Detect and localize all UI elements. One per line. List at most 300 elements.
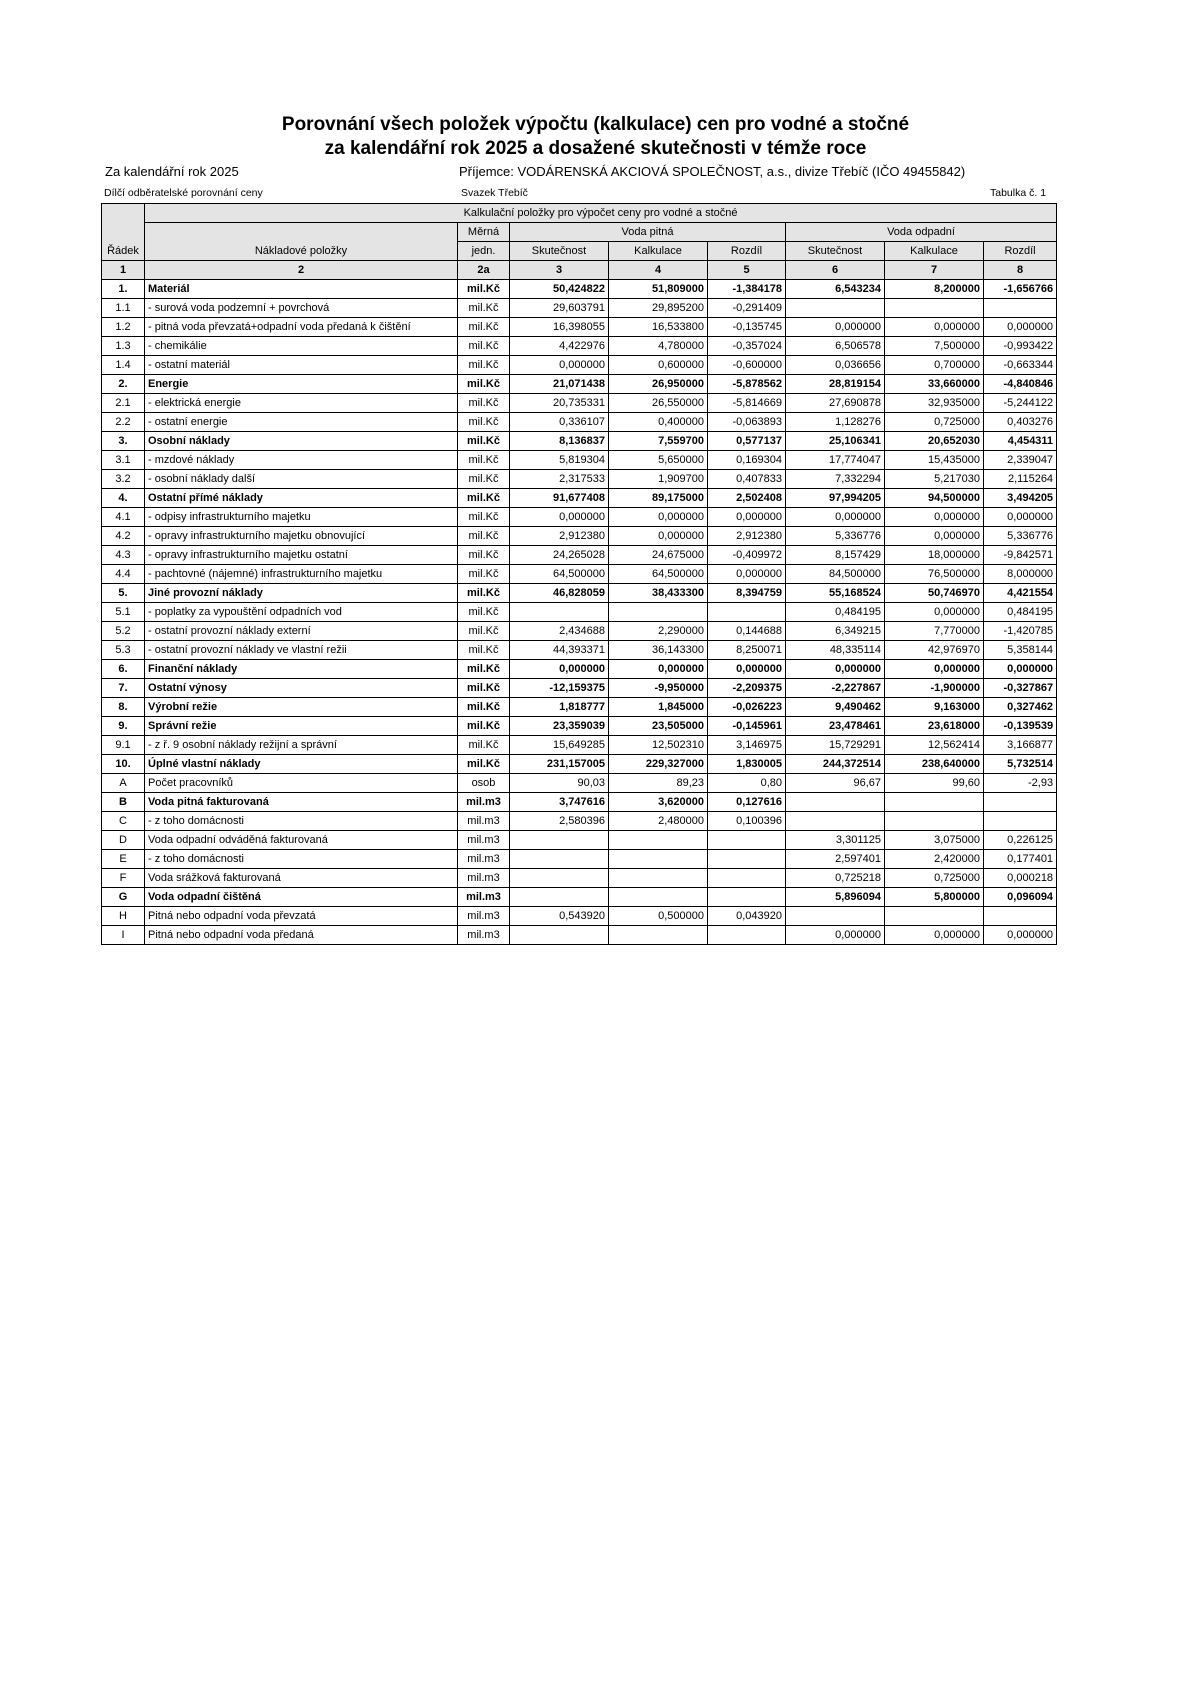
waste-calc-cell: 76,500000 — [885, 565, 984, 584]
drinking-calc-cell: 0,000000 — [609, 508, 708, 527]
table-row — [102, 584, 1057, 603]
drinking-actual-cell: 2,434688 — [510, 622, 609, 641]
waste-calc-cell — [885, 907, 984, 926]
drinking-actual-cell: 5,819304 — [510, 451, 609, 470]
waste-diff-cell: 3,166877 — [984, 736, 1057, 755]
drinking-calc-cell: 1,909700 — [609, 470, 708, 489]
header-water-drinking: Voda pitná — [510, 223, 786, 242]
waste-actual-cell: 6,349215 — [786, 622, 885, 641]
waste-calc-cell: 99,60 — [885, 774, 984, 793]
row-id: 6. — [102, 660, 145, 679]
drinking-calc-cell: 0,000000 — [609, 527, 708, 546]
drinking-calc-cell: 24,675000 — [609, 546, 708, 565]
table-row — [102, 356, 1057, 375]
drinking-diff-cell: -0,026223 — [708, 698, 786, 717]
drinking-calc-cell: 89,23 — [609, 774, 708, 793]
row-unit: mil.Kč — [458, 299, 510, 318]
waste-actual-cell: 1,128276 — [786, 413, 885, 432]
waste-diff-cell — [984, 299, 1057, 318]
row-item-name: Ostatní výnosy — [145, 679, 458, 698]
header-drinking-diff: Rozdíl — [708, 242, 786, 261]
drinking-calc-cell: 0,500000 — [609, 907, 708, 926]
row-unit: mil.m3 — [458, 831, 510, 850]
table-row — [102, 679, 1057, 698]
row-unit: mil.m3 — [458, 850, 510, 869]
drinking-calc-cell: 29,895200 — [609, 299, 708, 318]
row-unit: mil.Kč — [458, 413, 510, 432]
waste-calc-cell: 23,618000 — [885, 717, 984, 736]
document-title-line-2: za kalendářní rok 2025 a dosažené skutečnosti v témže roce — [324, 138, 867, 159]
row-item-name: Výrobní režie — [145, 698, 458, 717]
waste-diff-cell: -1,656766 — [984, 280, 1057, 299]
drinking-actual-cell: 0,000000 — [510, 508, 609, 527]
waste-actual-cell: 5,896094 — [786, 888, 885, 907]
row-unit: mil.Kč — [458, 356, 510, 375]
row-item-name: Osobní náklady — [145, 432, 458, 451]
drinking-diff-cell: 0,407833 — [708, 470, 786, 489]
row-item-name: Správní režie — [145, 717, 458, 736]
row-unit: mil.Kč — [458, 736, 510, 755]
drinking-actual-cell — [510, 888, 609, 907]
drinking-calc-cell — [609, 603, 708, 622]
header-drinking-actual: Skutečnost — [510, 242, 609, 261]
header-unit-label-1: Měrná — [458, 223, 510, 242]
waste-calc-cell: 0,000000 — [885, 508, 984, 527]
drinking-diff-cell: -1,384178 — [708, 280, 786, 299]
drinking-calc-cell — [609, 869, 708, 888]
drinking-calc-cell — [609, 888, 708, 907]
drinking-actual-cell: 4,422976 — [510, 337, 609, 356]
drinking-actual-cell: 0,543920 — [510, 907, 609, 926]
column-number: 3 — [510, 261, 609, 280]
drinking-actual-cell: 15,649285 — [510, 736, 609, 755]
drinking-actual-cell: 44,393371 — [510, 641, 609, 660]
waste-actual-cell: 244,372514 — [786, 755, 885, 774]
row-unit: mil.Kč — [458, 451, 510, 470]
waste-diff-cell — [984, 793, 1057, 812]
waste-calc-cell — [885, 812, 984, 831]
row-item-name: - opravy infrastrukturního majetku ostatní — [145, 546, 458, 565]
row-item-name: Voda odpadní odváděná fakturovaná — [145, 831, 458, 850]
waste-diff-cell: 0,484195 — [984, 603, 1057, 622]
row-item-name: - poplatky za vypouštění odpadních vod — [145, 603, 458, 622]
row-unit: mil.Kč — [458, 641, 510, 660]
row-unit: mil.m3 — [458, 926, 510, 945]
row-id: 5. — [102, 584, 145, 603]
drinking-diff-cell: 0,127616 — [708, 793, 786, 812]
row-item-name: Voda srážková fakturovaná — [145, 869, 458, 888]
row-item-name: Počet pracovníků — [145, 774, 458, 793]
waste-diff-cell: 5,732514 — [984, 755, 1057, 774]
table-row — [102, 907, 1057, 926]
table-row — [102, 451, 1057, 470]
row-unit: mil.Kč — [458, 375, 510, 394]
drinking-calc-cell: 1,845000 — [609, 698, 708, 717]
waste-actual-cell — [786, 907, 885, 926]
drinking-diff-cell: 3,146975 — [708, 736, 786, 755]
waste-calc-cell: -1,900000 — [885, 679, 984, 698]
row-unit: mil.Kč — [458, 755, 510, 774]
header-drinking-calc: Kalkulace — [609, 242, 708, 261]
waste-calc-cell: 0,000000 — [885, 318, 984, 337]
row-id: 1.3 — [102, 337, 145, 356]
drinking-diff-cell: -0,063893 — [708, 413, 786, 432]
waste-actual-cell: 2,597401 — [786, 850, 885, 869]
waste-actual-cell — [786, 793, 885, 812]
drinking-actual-cell: 90,03 — [510, 774, 609, 793]
drinking-diff-cell: -0,291409 — [708, 299, 786, 318]
waste-actual-cell: 8,157429 — [786, 546, 885, 565]
row-id: 4.2 — [102, 527, 145, 546]
column-number: 2a — [458, 261, 510, 280]
waste-diff-cell: 4,421554 — [984, 584, 1057, 603]
row-id: 3.1 — [102, 451, 145, 470]
drinking-calc-cell: 38,433300 — [609, 584, 708, 603]
drinking-diff-cell: 0,80 — [708, 774, 786, 793]
row-item-name: Pitná nebo odpadní voda předaná — [145, 926, 458, 945]
waste-actual-cell: 97,994205 — [786, 489, 885, 508]
drinking-diff-cell — [708, 603, 786, 622]
row-id: G — [102, 888, 145, 907]
row-item-name: - z toho domácnosti — [145, 812, 458, 831]
drinking-actual-cell: 46,828059 — [510, 584, 609, 603]
table-row — [102, 413, 1057, 432]
table-row — [102, 641, 1057, 660]
waste-actual-cell: 5,336776 — [786, 527, 885, 546]
waste-calc-cell: 50,746970 — [885, 584, 984, 603]
drinking-diff-cell: 8,250071 — [708, 641, 786, 660]
drinking-diff-cell: 2,502408 — [708, 489, 786, 508]
waste-diff-cell: 0,327462 — [984, 698, 1057, 717]
cost-comparison-table — [101, 203, 1057, 945]
drinking-diff-cell — [708, 850, 786, 869]
drinking-actual-cell — [510, 831, 609, 850]
period-label: Za kalendářní rok 2025 — [105, 164, 239, 179]
table-row — [102, 508, 1057, 527]
comparison-type-label: Dílčí odběratelské porovnání ceny — [104, 187, 263, 199]
row-id: 4. — [102, 489, 145, 508]
waste-calc-cell: 8,200000 — [885, 280, 984, 299]
waste-calc-cell: 15,435000 — [885, 451, 984, 470]
waste-actual-cell: 25,106341 — [786, 432, 885, 451]
row-unit: mil.Kč — [458, 622, 510, 641]
waste-diff-cell: 0,177401 — [984, 850, 1057, 869]
row-item-name: Voda odpadní čištěná — [145, 888, 458, 907]
row-item-name: - surová voda podzemní + povrchová — [145, 299, 458, 318]
row-unit: mil.Kč — [458, 679, 510, 698]
drinking-actual-cell: 16,398055 — [510, 318, 609, 337]
row-unit: mil.Kč — [458, 337, 510, 356]
waste-diff-cell: -0,993422 — [984, 337, 1057, 356]
waste-actual-cell: 15,729291 — [786, 736, 885, 755]
row-item-name: - mzdové náklady — [145, 451, 458, 470]
table-row — [102, 394, 1057, 413]
waste-calc-cell: 0,725000 — [885, 869, 984, 888]
column-number: 5 — [708, 261, 786, 280]
waste-actual-cell: 7,332294 — [786, 470, 885, 489]
row-unit: mil.m3 — [458, 907, 510, 926]
row-item-name: - ostatní materiál — [145, 356, 458, 375]
waste-diff-cell: 2,115264 — [984, 470, 1057, 489]
waste-calc-cell: 238,640000 — [885, 755, 984, 774]
waste-diff-cell — [984, 812, 1057, 831]
waste-calc-cell: 0,000000 — [885, 603, 984, 622]
drinking-actual-cell: 23,359039 — [510, 717, 609, 736]
row-unit: mil.Kč — [458, 280, 510, 299]
waste-actual-cell: 84,500000 — [786, 565, 885, 584]
waste-actual-cell: 0,000000 — [786, 508, 885, 527]
waste-diff-cell: 0,000000 — [984, 926, 1057, 945]
row-item-name: Finanční náklady — [145, 660, 458, 679]
drinking-actual-cell: 2,912380 — [510, 527, 609, 546]
waste-diff-cell: 0,000000 — [984, 508, 1057, 527]
row-id: E — [102, 850, 145, 869]
waste-calc-cell — [885, 299, 984, 318]
drinking-actual-cell: 0,336107 — [510, 413, 609, 432]
row-item-name: Voda pitná fakturovaná — [145, 793, 458, 812]
row-id: 2.1 — [102, 394, 145, 413]
waste-diff-cell: 3,494205 — [984, 489, 1057, 508]
waste-calc-cell: 94,500000 — [885, 489, 984, 508]
row-id: 9. — [102, 717, 145, 736]
waste-actual-cell: 3,301125 — [786, 831, 885, 850]
waste-actual-cell: 9,490462 — [786, 698, 885, 717]
row-id: 10. — [102, 755, 145, 774]
drinking-actual-cell — [510, 850, 609, 869]
drinking-calc-cell: 51,809000 — [609, 280, 708, 299]
drinking-actual-cell: 8,136837 — [510, 432, 609, 451]
drinking-calc-cell: 3,620000 — [609, 793, 708, 812]
waste-diff-cell: -1,420785 — [984, 622, 1057, 641]
drinking-calc-cell — [609, 926, 708, 945]
row-unit: mil.Kč — [458, 698, 510, 717]
waste-calc-cell: 32,935000 — [885, 394, 984, 413]
waste-calc-cell: 2,420000 — [885, 850, 984, 869]
drinking-calc-cell: 12,502310 — [609, 736, 708, 755]
drinking-calc-cell: 0,000000 — [609, 660, 708, 679]
waste-diff-cell: 5,336776 — [984, 527, 1057, 546]
drinking-actual-cell — [510, 869, 609, 888]
drinking-actual-cell: -12,159375 — [510, 679, 609, 698]
column-number: 2 — [145, 261, 458, 280]
waste-calc-cell: 33,660000 — [885, 375, 984, 394]
waste-calc-cell — [885, 793, 984, 812]
row-id: B — [102, 793, 145, 812]
drinking-actual-cell: 0,000000 — [510, 660, 609, 679]
drinking-diff-cell: -2,209375 — [708, 679, 786, 698]
column-number: 8 — [984, 261, 1057, 280]
waste-diff-cell: 2,339047 — [984, 451, 1057, 470]
row-id: D — [102, 831, 145, 850]
association-label: Svazek Třebíč — [461, 187, 528, 199]
waste-calc-cell: 0,700000 — [885, 356, 984, 375]
table-row — [102, 527, 1057, 546]
row-unit: mil.Kč — [458, 489, 510, 508]
waste-actual-cell: 23,478461 — [786, 717, 885, 736]
row-id: 1.1 — [102, 299, 145, 318]
row-id: C — [102, 812, 145, 831]
drinking-calc-cell: 26,950000 — [609, 375, 708, 394]
header-row-sections — [102, 223, 1057, 242]
row-unit: mil.Kč — [458, 318, 510, 337]
waste-calc-cell: 7,500000 — [885, 337, 984, 356]
row-unit: mil.m3 — [458, 812, 510, 831]
row-item-name: Pitná nebo odpadní voda převzatá — [145, 907, 458, 926]
waste-diff-cell: -0,663344 — [984, 356, 1057, 375]
row-id: H — [102, 907, 145, 926]
table-row — [102, 812, 1057, 831]
drinking-calc-cell: 2,290000 — [609, 622, 708, 641]
waste-calc-cell: 0,725000 — [885, 413, 984, 432]
drinking-diff-cell: -5,878562 — [708, 375, 786, 394]
table-row — [102, 831, 1057, 850]
waste-actual-cell: 27,690878 — [786, 394, 885, 413]
waste-actual-cell: 48,335114 — [786, 641, 885, 660]
table-row — [102, 299, 1057, 318]
drinking-diff-cell: 0,169304 — [708, 451, 786, 470]
waste-actual-cell: 17,774047 — [786, 451, 885, 470]
row-item-name: - pitná voda převzatá+odpadní voda předaná k čištění — [145, 318, 458, 337]
drinking-calc-cell: 26,550000 — [609, 394, 708, 413]
drinking-actual-cell: 2,317533 — [510, 470, 609, 489]
drinking-actual-cell: 24,265028 — [510, 546, 609, 565]
drinking-diff-cell: 2,912380 — [708, 527, 786, 546]
row-unit: mil.m3 — [458, 869, 510, 888]
table-row — [102, 888, 1057, 907]
row-item-name: - odpisy infrastrukturního majetku — [145, 508, 458, 527]
drinking-calc-cell: 89,175000 — [609, 489, 708, 508]
drinking-calc-cell: 23,505000 — [609, 717, 708, 736]
drinking-diff-cell: 0,577137 — [708, 432, 786, 451]
drinking-diff-cell: 0,000000 — [708, 508, 786, 527]
drinking-calc-cell: 0,400000 — [609, 413, 708, 432]
drinking-actual-cell: 20,735331 — [510, 394, 609, 413]
table-number-label: Tabulka č. 1 — [990, 187, 1047, 199]
row-item-name: Ostatní přímé náklady — [145, 489, 458, 508]
row-item-name: - elektrická energie — [145, 394, 458, 413]
table-row — [102, 337, 1057, 356]
waste-actual-cell: 0,000000 — [786, 660, 885, 679]
header-waste-diff: Rozdíl — [984, 242, 1057, 261]
drinking-actual-cell: 50,424822 — [510, 280, 609, 299]
waste-diff-cell: 0,000000 — [984, 318, 1057, 337]
table-row — [102, 698, 1057, 717]
waste-diff-cell — [984, 907, 1057, 926]
row-id: 5.3 — [102, 641, 145, 660]
row-unit: mil.m3 — [458, 793, 510, 812]
row-id: 4.1 — [102, 508, 145, 527]
waste-actual-cell: 0,000000 — [786, 926, 885, 945]
waste-actual-cell: -2,227867 — [786, 679, 885, 698]
table-row — [102, 280, 1057, 299]
row-unit: mil.Kč — [458, 546, 510, 565]
row-id: 2.2 — [102, 413, 145, 432]
row-id: 1.4 — [102, 356, 145, 375]
waste-diff-cell: -9,842571 — [984, 546, 1057, 565]
row-item-name: - z toho domácnosti — [145, 850, 458, 869]
waste-actual-cell: 6,543234 — [786, 280, 885, 299]
waste-calc-cell: 0,000000 — [885, 926, 984, 945]
drinking-diff-cell: 8,394759 — [708, 584, 786, 603]
waste-diff-cell: 0,226125 — [984, 831, 1057, 850]
table-row — [102, 432, 1057, 451]
drinking-calc-cell: 0,600000 — [609, 356, 708, 375]
header-item-label: Nákladové položky — [145, 223, 458, 261]
table-row — [102, 755, 1057, 774]
recipient-label: Příjemce: VODÁRENSKÁ AKCIOVÁ SPOLEČNOST, a.s., divize Třebíč (IČO 49455842) — [459, 164, 966, 179]
header-row-label: Řádek — [102, 204, 145, 261]
drinking-calc-cell — [609, 831, 708, 850]
waste-calc-cell: 12,562414 — [885, 736, 984, 755]
row-unit: mil.Kč — [458, 565, 510, 584]
drinking-actual-cell: 21,071438 — [510, 375, 609, 394]
row-id: 5.1 — [102, 603, 145, 622]
header-water-waste: Voda odpadní — [786, 223, 1057, 242]
drinking-diff-cell: 0,000000 — [708, 565, 786, 584]
drinking-calc-cell: 36,143300 — [609, 641, 708, 660]
drinking-diff-cell: 0,043920 — [708, 907, 786, 926]
row-item-name: - z ř. 9 osobní náklady režijní a správní — [145, 736, 458, 755]
table-row — [102, 660, 1057, 679]
row-item-name: - opravy infrastrukturního majetku obnovující — [145, 527, 458, 546]
drinking-calc-cell: -9,950000 — [609, 679, 708, 698]
table-row — [102, 622, 1057, 641]
waste-calc-cell: 5,217030 — [885, 470, 984, 489]
table-row — [102, 793, 1057, 812]
row-item-name: - pachtovné (nájemné) infrastrukturního majetku — [145, 565, 458, 584]
column-number: 1 — [102, 261, 145, 280]
drinking-actual-cell: 231,157005 — [510, 755, 609, 774]
table-row — [102, 850, 1057, 869]
row-item-name: - ostatní provozní náklady externí — [145, 622, 458, 641]
row-id: 3.2 — [102, 470, 145, 489]
header-waste-calc: Kalkulace — [885, 242, 984, 261]
row-unit: mil.Kč — [458, 527, 510, 546]
drinking-actual-cell — [510, 603, 609, 622]
drinking-diff-cell — [708, 831, 786, 850]
row-id: 4.4 — [102, 565, 145, 584]
table-row — [102, 565, 1057, 584]
drinking-diff-cell — [708, 926, 786, 945]
drinking-diff-cell: -5,814669 — [708, 394, 786, 413]
header-unit-label-2: jedn. — [458, 242, 510, 261]
waste-diff-cell: 0,000000 — [984, 660, 1057, 679]
table-row — [102, 470, 1057, 489]
drinking-calc-cell: 2,480000 — [609, 812, 708, 831]
row-id: 9.1 — [102, 736, 145, 755]
drinking-calc-cell — [609, 850, 708, 869]
waste-actual-cell: 28,819154 — [786, 375, 885, 394]
waste-diff-cell: -4,840846 — [984, 375, 1057, 394]
table-row — [102, 736, 1057, 755]
row-id: F — [102, 869, 145, 888]
table-row — [102, 489, 1057, 508]
row-unit: mil.Kč — [458, 584, 510, 603]
drinking-diff-cell — [708, 888, 786, 907]
header-waste-actual: Skutečnost — [786, 242, 885, 261]
header-group-title: Kalkulační položky pro výpočet ceny pro vodné a stočné — [145, 204, 1057, 223]
column-number: 7 — [885, 261, 984, 280]
waste-calc-cell: 18,000000 — [885, 546, 984, 565]
waste-calc-cell: 3,075000 — [885, 831, 984, 850]
drinking-actual-cell: 2,580396 — [510, 812, 609, 831]
row-unit: osob — [458, 774, 510, 793]
row-id: 1.2 — [102, 318, 145, 337]
waste-calc-cell: 0,000000 — [885, 527, 984, 546]
waste-actual-cell — [786, 299, 885, 318]
row-unit: mil.Kč — [458, 394, 510, 413]
waste-actual-cell: 0,036656 — [786, 356, 885, 375]
